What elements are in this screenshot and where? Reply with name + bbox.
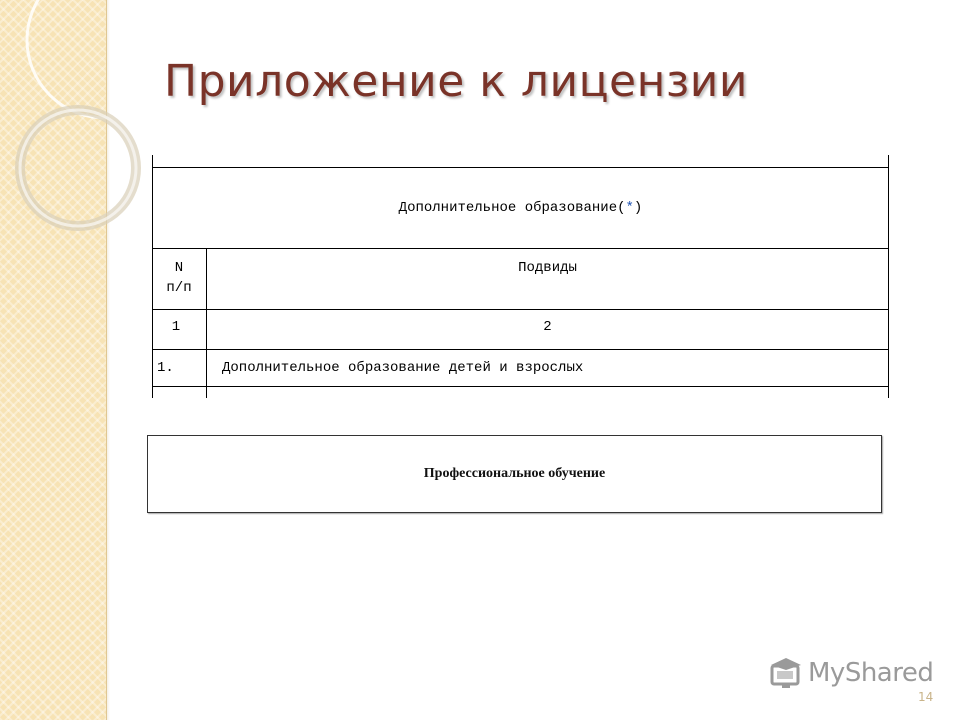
index-col2: 2 [543,319,552,335]
table-line-index [152,349,889,350]
col-num-header-1: N [174,260,184,276]
row-num: 1. [157,360,174,376]
table-line-top [152,167,889,168]
row-name: Дополнительное образование детей и взрослых [222,360,584,376]
subtypes-table [152,155,889,398]
slide-title: Приложение к лицензии [164,56,748,107]
table-line-row [152,386,889,387]
professional-training-label: Профессиональное обучение [423,466,606,481]
professional-training-box [147,435,882,513]
col-sub-header: Подвиды [518,260,577,276]
table-heading: Дополнительное образование(*) [398,200,643,216]
logo-text: MyShared [808,658,934,688]
index-col1: 1 [171,319,181,335]
myshared-logo [768,655,933,691]
table-line-cols [152,309,889,310]
col-num-header-2: п/п [166,280,192,296]
page-number: 14 [918,690,934,704]
mortarboard-tablet-icon [768,656,804,690]
table-line-header [152,248,889,249]
